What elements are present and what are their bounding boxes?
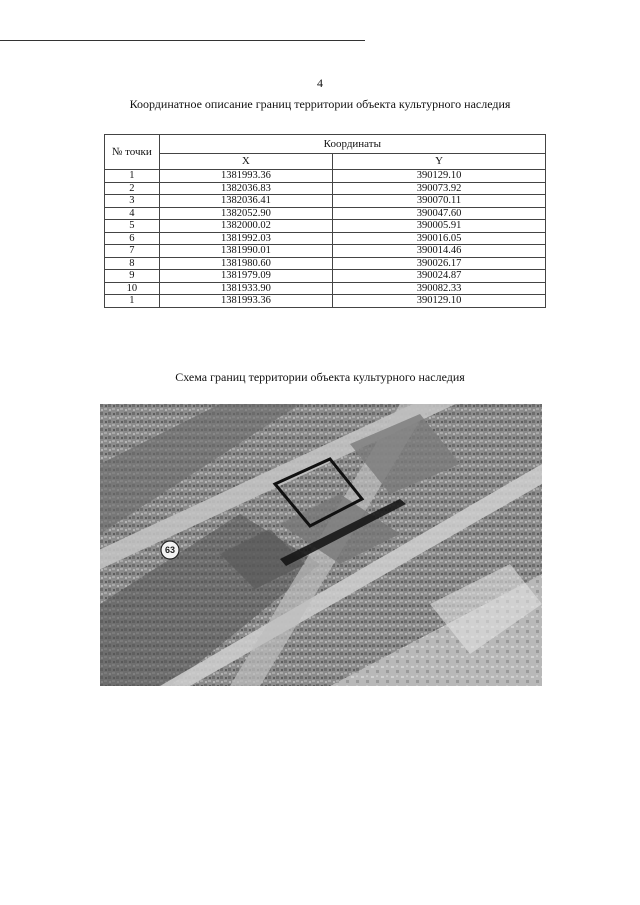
cell-x: 1381993.36: [159, 295, 332, 308]
cell-y: 390082.33: [333, 282, 546, 295]
table-row: [105, 295, 546, 308]
table-row: [105, 220, 546, 233]
cell-point: 2: [105, 182, 160, 195]
table-row: [105, 257, 546, 270]
table-row: [105, 282, 546, 295]
cell-x: 1381979.09: [159, 270, 332, 283]
cell-point: 8: [105, 257, 160, 270]
table-row: [105, 182, 546, 195]
cell-x: 1382000.02: [159, 220, 332, 233]
cell-x: 1382036.41: [159, 195, 332, 208]
header-coordinates: Координаты: [159, 135, 545, 154]
cell-point: 7: [105, 245, 160, 258]
header-point-number: № точки: [105, 135, 160, 170]
table-row: [105, 170, 546, 183]
cell-x: 1381992.03: [159, 232, 332, 245]
table-row: [105, 245, 546, 258]
cell-y: 390014.46: [333, 245, 546, 258]
cell-point: 3: [105, 195, 160, 208]
table-row: [105, 207, 546, 220]
cell-y: 390070.11: [333, 195, 546, 208]
header-y: Y: [333, 154, 546, 170]
cell-x: 1382036.83: [159, 182, 332, 195]
cell-y: 390129.10: [333, 170, 546, 183]
cell-y: 390073.92: [333, 182, 546, 195]
table-title: Координатное описание границ территории объекта культурного наследия: [129, 97, 511, 111]
cell-y: 390047.60: [333, 207, 546, 220]
cell-x: 1382052.90: [159, 207, 332, 220]
route-marker-label: 63: [164, 545, 175, 555]
table-row: [105, 270, 546, 283]
cell-x: 1381990.01: [159, 245, 332, 258]
cell-point: 1: [105, 295, 160, 308]
cell-y: 390016.05: [333, 232, 546, 245]
top-rule: [0, 40, 365, 41]
table-row: [105, 232, 546, 245]
cell-y: 390005.91: [333, 220, 546, 233]
cell-point: 5: [105, 220, 160, 233]
cell-x: 1381993.36: [159, 170, 332, 183]
cell-point: 9: [105, 270, 160, 283]
page-number: 4: [317, 76, 323, 90]
table-row: [105, 195, 546, 208]
cell-point: 4: [105, 207, 160, 220]
coordinates-table: [104, 134, 546, 308]
header-x: X: [159, 154, 332, 170]
cell-point: 10: [105, 282, 160, 295]
cell-x: 1381980.60: [159, 257, 332, 270]
scheme-title: Схема границ территории объекта культурного наследия: [175, 370, 465, 384]
cell-y: 390129.10: [333, 295, 546, 308]
cell-point: 6: [105, 232, 160, 245]
cell-point: 1: [105, 170, 160, 183]
cell-y: 390026.17: [333, 257, 546, 270]
cell-x: 1381933.90: [159, 282, 332, 295]
cell-y: 390024.87: [333, 270, 546, 283]
